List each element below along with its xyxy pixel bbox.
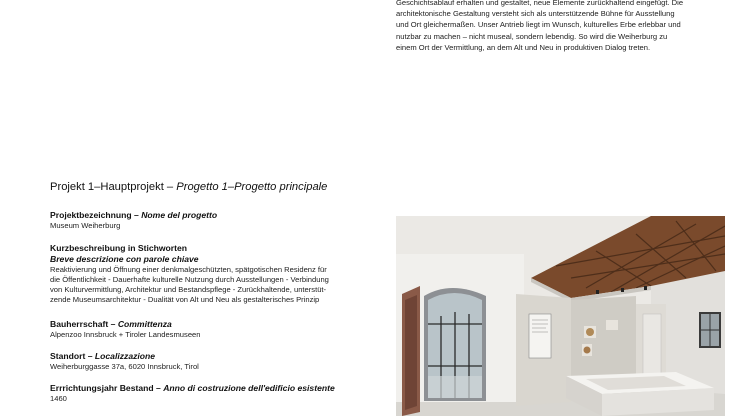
project-name-section	[50, 210, 380, 231]
label-it: Committenza	[117, 319, 172, 329]
location-value: Weiherburggasse 37a, 6020 Innsbruck, Tirol	[50, 362, 199, 371]
intro-line: nutzbar zu machen – nicht museal, sondern lebendig. So wird die Weiherburg zu	[396, 31, 668, 41]
short-description-line: die Öffentlichkeit - Dauerhafte kulturelle Nutzung durch Ausstellungen - Verbindung	[50, 275, 329, 284]
short-description-label-de: Kurzbeschreibung in Stichworten	[50, 243, 188, 253]
client-label	[50, 319, 380, 330]
project-name-value: Museum Weiherburg	[50, 221, 121, 230]
construction-year-label	[50, 383, 380, 394]
project-heading	[50, 181, 327, 193]
label-it: Localizzazione	[94, 351, 156, 361]
label-de: Errrichtungsjahr Bestand –	[50, 383, 161, 393]
location-section	[50, 351, 380, 372]
short-description-label-it: Breve descrizione con parole chiave	[50, 254, 199, 264]
short-description-line: zende Museumsarchitektur - Dualität von Alt und Neu als gestalterisches Prinzip	[50, 295, 320, 304]
project-heading-it: Progetto 1–Progetto principale	[176, 181, 328, 193]
short-description-line: Reaktivierung und Öffnung einer denkmalgeschützten, spätgotischen Residenz für	[50, 265, 327, 274]
intro-line: und Ort gleichermaßen. Unser Antrieb liegt im Wunsch, kulturelles Erbe erlebbar und	[396, 20, 681, 30]
construction-year-value: 1460	[50, 394, 67, 403]
project-name-label	[50, 210, 380, 221]
museum-interior-photo	[396, 216, 725, 416]
intro-paragraph	[396, 0, 726, 53]
label-de: Bauherrschaft –	[50, 319, 116, 329]
museum-interior-illustration	[396, 216, 725, 416]
label-it: Anno di costruzione dell'edificio esistente	[163, 383, 335, 393]
construction-year-section	[50, 383, 380, 404]
location-label	[50, 351, 380, 362]
client-value: Alpenzoo Innsbruck + Tiroler Landesmuseen	[50, 330, 201, 339]
client-section	[50, 319, 380, 340]
project-heading-de: Projekt 1–Hauptprojekt –	[50, 181, 174, 193]
label-de: Projektbezeichnung –	[50, 210, 139, 220]
intro-line: architektonische Gestaltung versteht sich als unterstützende Bühne für Ausstellung	[396, 9, 675, 19]
intro-line: Geschichtsablauf erhalten und gestaltet, neue Elemente zurückhaltend eingefügt. Die	[396, 0, 684, 7]
label-de: Standort –	[50, 351, 93, 361]
short-description-line: von Kulturvermittlung, Architektur und Bestandspflege - Zurückhaltende, unterstüt-	[50, 285, 327, 294]
label-it: Nome del progetto	[141, 210, 218, 220]
intro-line: einem Ort der Vermittlung, an dem Alt und Neu in produktiven Dialog treten.	[396, 42, 651, 52]
short-description-section	[50, 243, 380, 305]
